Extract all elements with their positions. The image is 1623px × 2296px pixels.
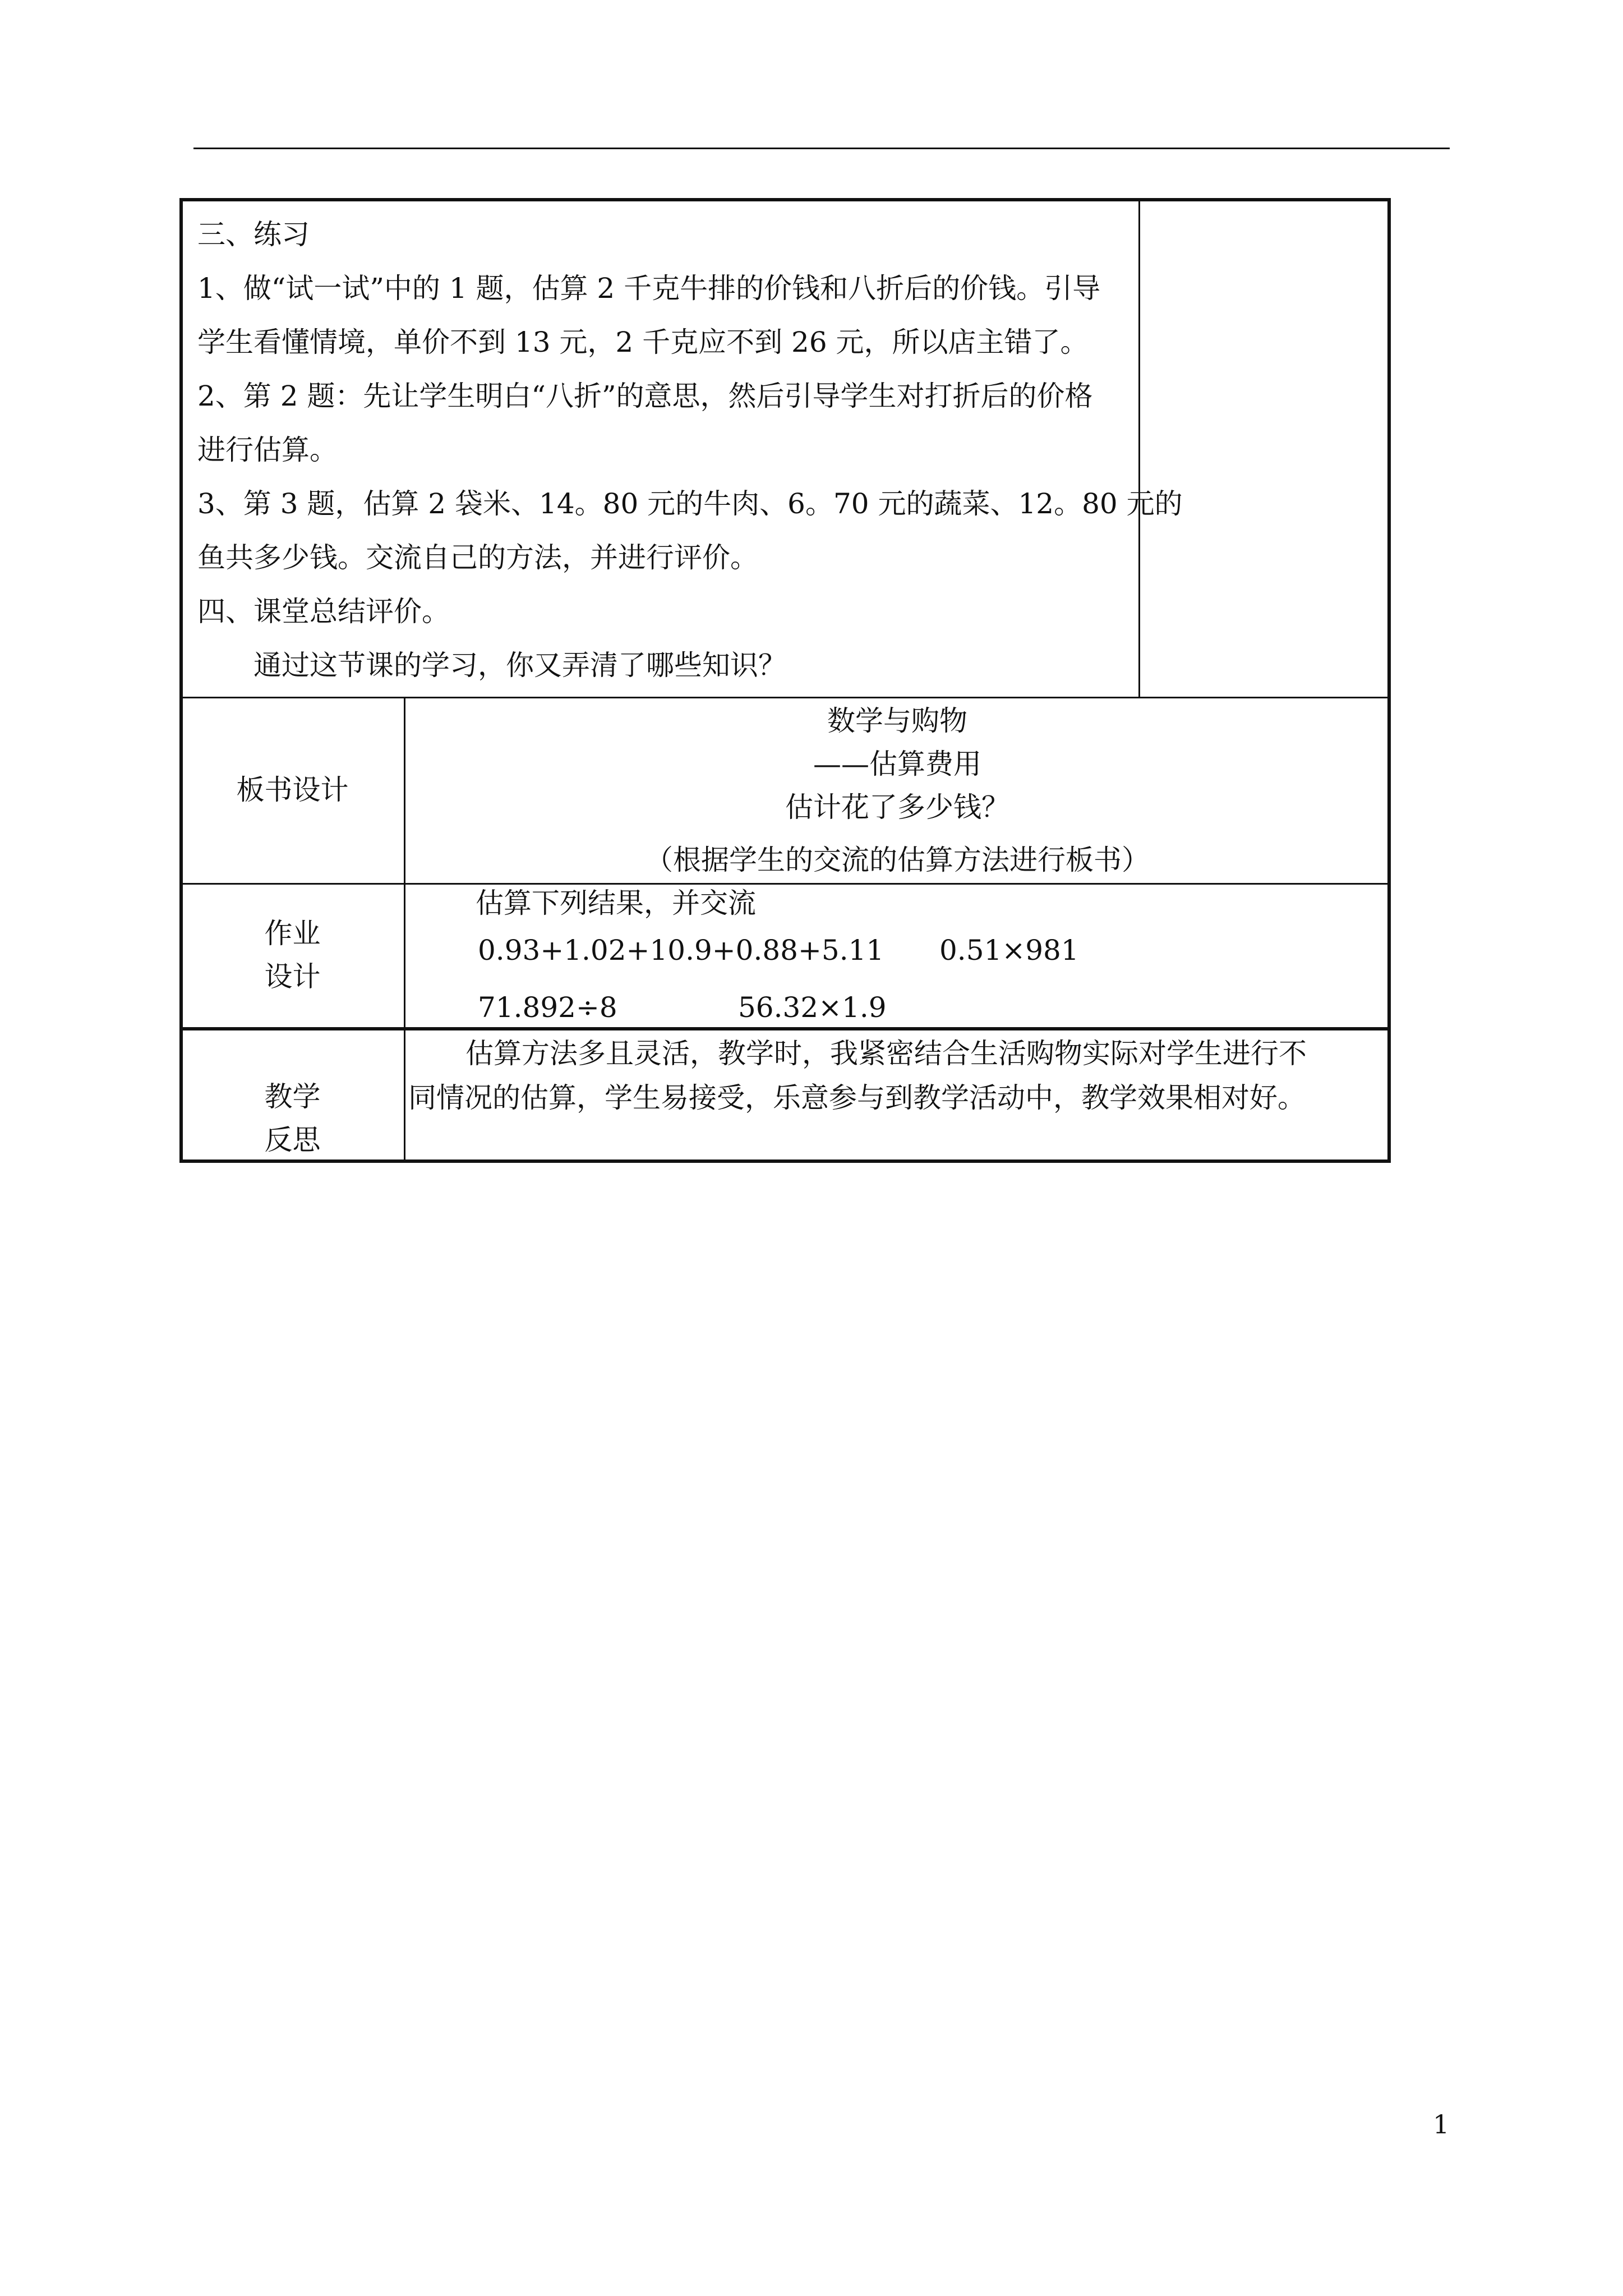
homework-label-line2: 设计 (264, 960, 321, 993)
reflection-line: 同情况的估算，学生易接受，乐意参与到教学活动中，教学效果相对好。 (408, 1082, 1306, 1114)
homework-expression: 56.32×1.9 (738, 991, 887, 1024)
header-rule (193, 148, 1450, 149)
homework-expression: 71.892÷8 (478, 991, 617, 1024)
practice-line: 1、做“试一试”中的 1 题，估算 2 千克牛排的价钱和八折后的价钱。引导 (197, 272, 1101, 305)
summary-heading: 四、课堂总结评价。 (197, 595, 450, 628)
homework-instruction: 估算下列结果，并交流 (476, 887, 756, 919)
page-number: 1 (1433, 2109, 1450, 2139)
homework-expression: 0.93+1.02+10.9+0.88+5.11 (478, 934, 884, 967)
practice-line: 学生看懂情境，单价不到 13 元，2 千克应不到 26 元，所以店主错了。 (197, 326, 1089, 358)
homework-expression: 0.51×981 (939, 934, 1079, 967)
homework-label-line1: 作业 (264, 917, 321, 950)
summary-text: 通过这节课的学习，你又弄清了哪些知识？ (253, 649, 786, 682)
board-question: 估计花了多少钱？ (785, 791, 1009, 823)
practice-line: 进行估算。 (197, 434, 338, 466)
reflection-line: 估算方法多且灵活，教学时，我紧密结合生活购物实际对学生进行不 (465, 1037, 1307, 1070)
board-subtitle: ——估算费用 (813, 748, 981, 780)
board-note: （根据学生的交流的估算方法进行板书） (645, 844, 1150, 876)
board-label: 板书设计 (236, 774, 349, 806)
practice-line: 2、第 2 题：先让学生明白“八折”的意思，然后引导学生对打折后的价格 (197, 380, 1093, 412)
reflection-label-line2: 反思 (264, 1124, 321, 1156)
practice-right-divider (1138, 200, 1140, 698)
practice-line: 3、第 3 题，估算 2 袋米、14。80 元的牛肉、6。70 元的蔬菜、12。80 元的 (197, 487, 1183, 520)
reflection-label-line1: 教学 (264, 1080, 321, 1113)
board-title: 数学与购物 (827, 705, 967, 737)
practice-heading: 三、练习 (197, 218, 310, 251)
practice-line: 鱼共多少钱。交流自己的方法，并进行评价。 (197, 541, 758, 574)
